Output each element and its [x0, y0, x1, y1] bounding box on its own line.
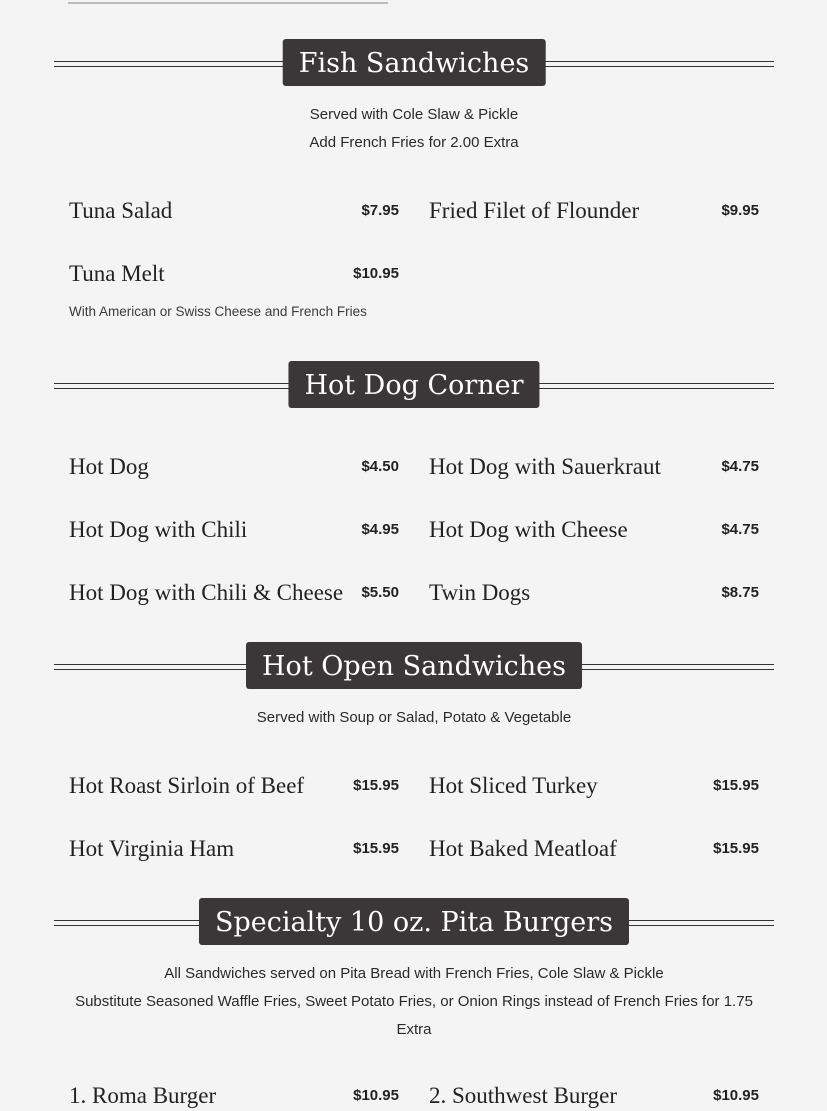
section-title: Specialty 10 oz. Pita Burgers	[199, 898, 629, 945]
menu-item-price: $15.95	[353, 840, 399, 857]
menu-item-name: Tuna Melt	[69, 261, 165, 286]
menu-item-price: $4.75	[721, 458, 759, 475]
menu-item-price: $15.95	[713, 777, 759, 794]
section-note: Add French Fries for 2.00 Extra	[309, 134, 519, 151]
menu-item-name: Tuna Salad	[69, 198, 173, 223]
section-header-pita-burgers	[54, 898, 774, 946]
menu-item-price: $15.95	[713, 840, 759, 857]
menu-item-description: With American or Swiss Cheese and French Fries	[69, 304, 367, 319]
menu-item-name: Hot Dog with Cheese	[429, 517, 628, 542]
previous-section-remnant	[68, 0, 388, 4]
menu-item-name: Fried Filet of Flounder	[429, 198, 640, 223]
section-note: Served with Soup or Salad, Potato & Vegetable	[256, 709, 572, 726]
section-note: Substitute Seasoned Waffle Fries, Sweet Potato Fries, or Onion Rings instead of French Fries for 1.75 Extra	[75, 993, 753, 1038]
menu-item-name: Hot Sliced Turkey	[429, 773, 598, 798]
section-header-hot-dog-corner	[54, 361, 774, 409]
menu-item-price: $4.50	[361, 458, 399, 475]
menu-item-price: $10.95	[353, 1087, 399, 1104]
menu-item-name: Hot Dog with Sauerkraut	[429, 454, 661, 479]
menu-item-name: Twin Dogs	[429, 580, 531, 605]
section-header-fish-sandwiches	[54, 39, 774, 87]
menu-item-price: $10.95	[713, 1087, 759, 1104]
section-title: Hot Open Sandwiches	[246, 642, 582, 689]
section-note: Served with Cole Slaw & Pickle	[309, 106, 519, 123]
section-note: All Sandwiches served on Pita Bread with French Fries, Cole Slaw & Pickle	[164, 965, 664, 982]
menu-item-name: 1. Roma Burger	[69, 1083, 217, 1108]
menu-item-name: Hot Baked Meatloaf	[429, 836, 617, 861]
menu-item-price: $10.95	[353, 265, 399, 282]
menu-item-price: $7.95	[361, 202, 399, 219]
menu-item-price: $4.95	[361, 521, 399, 538]
menu-item-name: 2. Southwest Burger	[429, 1083, 618, 1108]
menu-item-price: $15.95	[353, 777, 399, 794]
menu-item-price: $5.50	[361, 584, 399, 601]
menu-item-price: $9.95	[721, 202, 759, 219]
menu-item-price: $4.75	[721, 521, 759, 538]
menu-item-name: Hot Virginia Ham	[69, 836, 235, 861]
menu-item-name: Hot Dog with Chili & Cheese	[69, 580, 344, 605]
section-header-hot-open-sandwiches	[54, 642, 774, 690]
section-title: Hot Dog Corner	[288, 361, 539, 408]
menu-item-name: Hot Roast Sirloin of Beef	[69, 773, 305, 798]
menu-item-name: Hot Dog with Chili	[69, 517, 248, 542]
menu-item-name: Hot Dog	[69, 454, 149, 479]
menu-item-price: $8.75	[721, 584, 759, 601]
section-title: Fish Sandwiches	[283, 39, 546, 86]
